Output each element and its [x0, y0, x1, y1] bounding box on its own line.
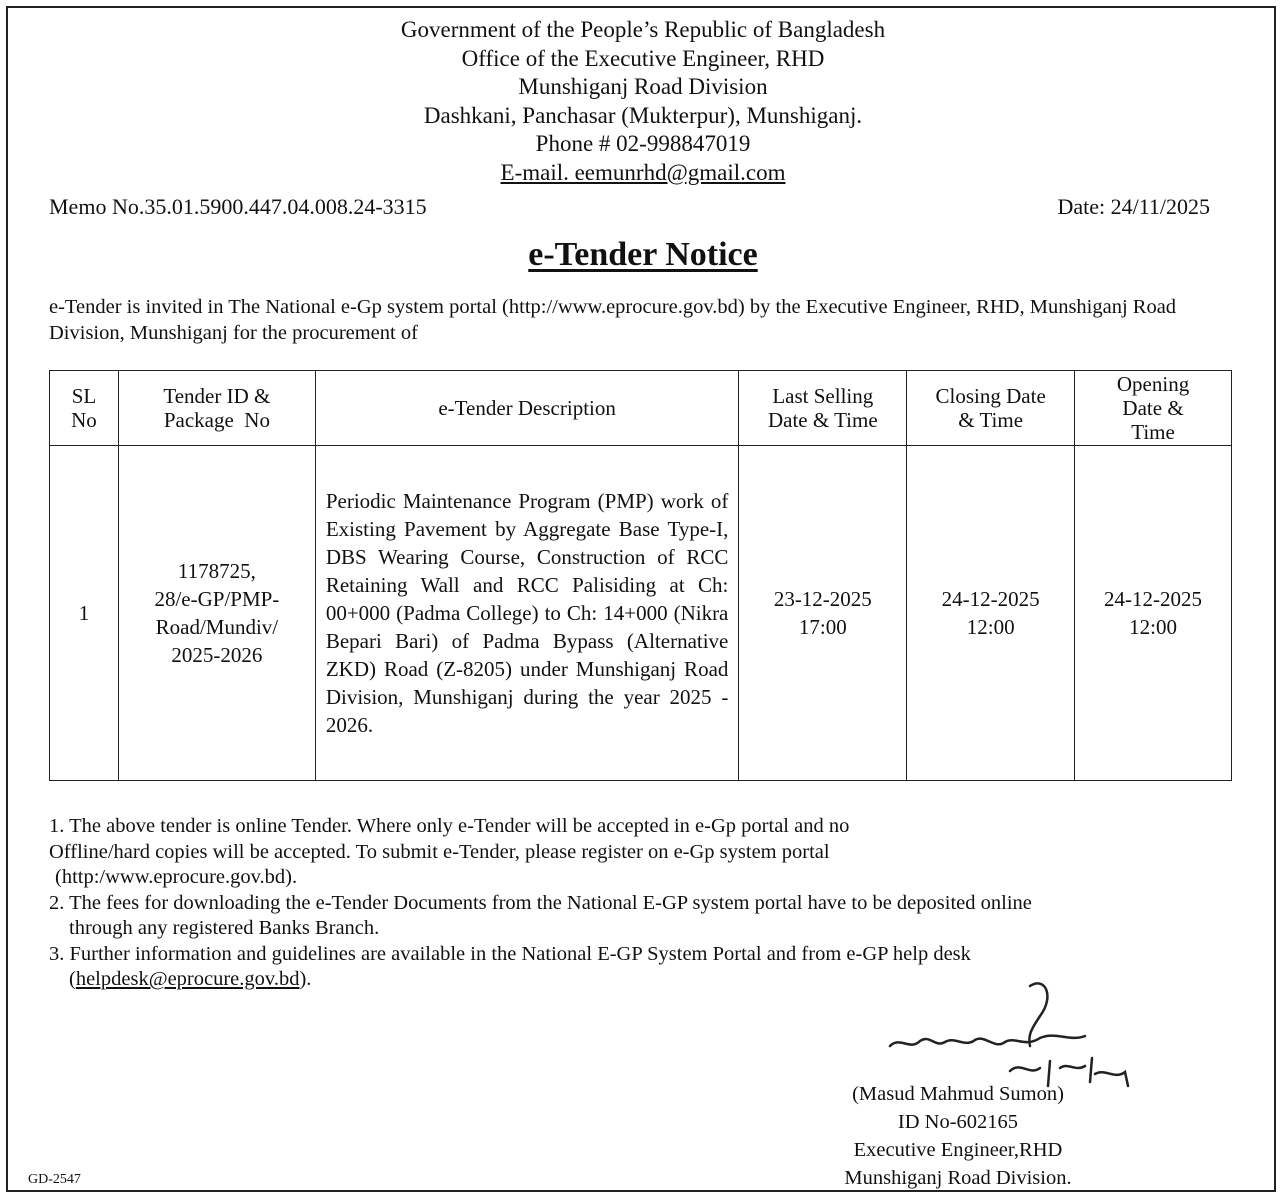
table-header-row [50, 371, 1232, 446]
note-2-line-2: through any registered Banks Branch. [69, 917, 380, 939]
signature-block [778, 1080, 1138, 1192]
note-1-line-3: (http:/www.eprocure.gov.bd). [55, 866, 298, 888]
col-header-last-selling: Last Selling Date & Time [739, 371, 907, 446]
cell-opening: 24-12-2025 12:00 [1075, 446, 1232, 781]
note-1-line-2: Offline/hard copies will be accepted. To submit e-Tender, please register on e-Gp system portal [49, 840, 830, 863]
cell-closing: 24-12-2025 12:00 [907, 446, 1075, 781]
letterhead-government: Government of the People’s Republic of Bangladesh [400, 17, 886, 42]
signatory-name: (Masud Mahmud Sumon) [852, 1083, 1064, 1105]
intro-paragraph: e-Tender is invited in The National e-Gp system portal (http://www.eprocure.gov.bd) by the Executive Engineer, RHD, Munshiganj Road Division, Munshiganj for the procurement of [49, 296, 1177, 344]
note-2-line-1: 2. The fees for downloading the e-Tender Documents from the National E-GP system portal have to be deposited online [49, 891, 1032, 914]
letterhead-division: Munshiganj Road Division [518, 74, 768, 99]
col-header-opening: Opening Date & Time [1075, 371, 1232, 446]
tender-table [49, 370, 1232, 781]
col-header-sl: SL No [50, 371, 119, 446]
col-header-description: e-Tender Description [315, 371, 739, 446]
cell-sl: 1 [50, 446, 119, 781]
note-3-line-2: (helpdesk@eprocure.gov.bd). [69, 968, 312, 990]
cell-description: Periodic Maintenance Program (PMP) work of Existing Pavement by Aggregate Base Type-I, DBS Wearing Course, Construction of RCC Retaining Wall and RCC Palisiding at Ch: 00+000 (Padma College) to Ch: 14+000 (Nikra Bepari Bari) of Padma Bypass (Alternative ZKD) Road (Z-8205) under Munshiganj Road Division, Munshiganj during the year 2025 - 2026. [315, 446, 739, 781]
note-1-line-1: 1. The above tender is online Tender. Where only e-Tender will be accepted in e-Gp portal and no [49, 815, 850, 837]
letterhead-email: E-mail. eemunrhd@gmail.com [500, 159, 786, 185]
letterhead-phone: Phone # 02-998847019 [535, 131, 751, 156]
memo-date: Date: 24/11/2025 [1057, 194, 1210, 219]
helpdesk-email-link[interactable]: helpdesk@eprocure.gov.bd [75, 968, 300, 990]
cell-last-selling: 23-12-2025 17:00 [739, 446, 907, 781]
col-header-tender-id: Tender ID & Package No [118, 371, 315, 446]
note-3-line-1: 3. Further information and guidelines are available in the National E-GP System Portal and from e-GP help desk [49, 942, 971, 965]
footer-code: GD-2547 [28, 1172, 81, 1187]
col-header-closing: Closing Date & Time [907, 371, 1075, 446]
notice-title-text: e-Tender Notice [528, 236, 758, 273]
signatory-office: Munshiganj Road Division. [844, 1167, 1072, 1189]
cell-tender-id: 1178725, 28/e-GP/PMP- Road/Mundiv/ 2025-2026 [118, 446, 315, 781]
page-frame [6, 6, 1276, 1192]
letterhead-address: Dashkani, Panchasar (Mukterpur), Munshiganj. [423, 102, 863, 128]
signatory-id: ID No-602165 [897, 1111, 1019, 1133]
signatory-designation: Executive Engineer,RHD [853, 1139, 1063, 1161]
table-row [50, 446, 1232, 781]
notice-title [8, 236, 1278, 274]
notes-list [49, 814, 1249, 993]
letterhead-office: Office of the Executive Engineer, RHD [461, 45, 825, 71]
letterhead [8, 16, 1278, 187]
memo-number: Memo No.35.01.5900.447.04.008.24-3315 [49, 194, 427, 219]
